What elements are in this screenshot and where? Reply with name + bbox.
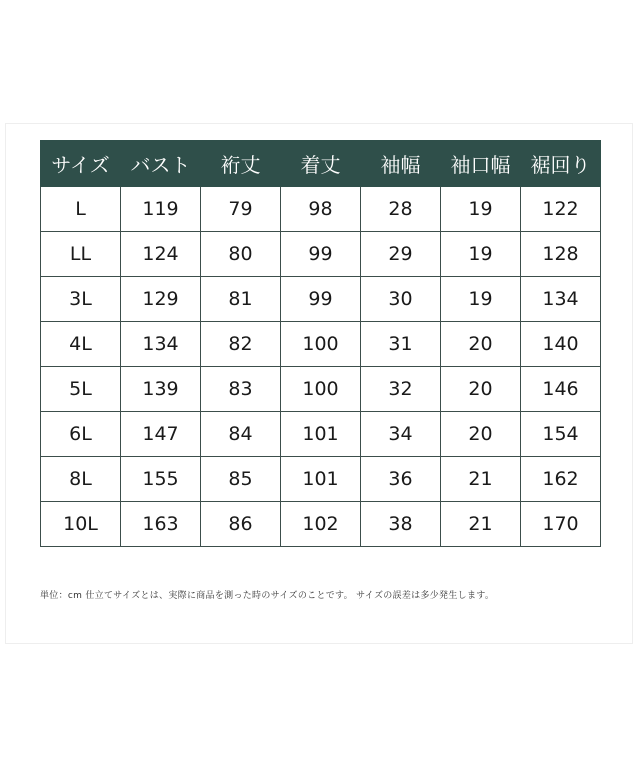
table-cell: 170 — [521, 502, 601, 547]
table-row — [41, 412, 601, 457]
table-cell: L — [41, 187, 121, 232]
table-cell: 102 — [281, 502, 361, 547]
table-cell: 129 — [121, 277, 201, 322]
table-cell: 30 — [361, 277, 441, 322]
table-cell: 154 — [521, 412, 601, 457]
table-cell: 81 — [201, 277, 281, 322]
table-cell: 79 — [201, 187, 281, 232]
table-cell: 6L — [41, 412, 121, 457]
table-cell: 28 — [361, 187, 441, 232]
table-cell: 10L — [41, 502, 121, 547]
table-cell: 122 — [521, 187, 601, 232]
table-cell: 83 — [201, 367, 281, 412]
table-cell: 134 — [521, 277, 601, 322]
table-cell: 146 — [521, 367, 601, 412]
table-cell: 101 — [281, 412, 361, 457]
table-cell: 8L — [41, 457, 121, 502]
table-cell: 140 — [521, 322, 601, 367]
table-cell: 162 — [521, 457, 601, 502]
header-body-length: 着丈 — [281, 141, 361, 187]
table-row — [41, 457, 601, 502]
table-row — [41, 187, 601, 232]
table-header-row — [41, 141, 601, 187]
table-cell: 32 — [361, 367, 441, 412]
measurement-note: 単位：cm 仕立てサイズとは、実際に商品を測った時のサイズのことです。 サイズの誤差は多少発生します。 — [40, 591, 495, 601]
table-cell: 86 — [201, 502, 281, 547]
header-size: サイズ — [41, 141, 121, 187]
table-cell: 99 — [281, 232, 361, 277]
table-cell: 29 — [361, 232, 441, 277]
header-sleeve-length: 裄丈 — [201, 141, 281, 187]
table-cell: 139 — [121, 367, 201, 412]
table-cell: 119 — [121, 187, 201, 232]
table-row — [41, 322, 601, 367]
table-cell: 36 — [361, 457, 441, 502]
table-row — [41, 502, 601, 547]
table-cell: 19 — [441, 232, 521, 277]
table-cell: 20 — [441, 412, 521, 457]
table-cell: 155 — [121, 457, 201, 502]
table-cell: 101 — [281, 457, 361, 502]
table-cell: 38 — [361, 502, 441, 547]
table-cell: 20 — [441, 367, 521, 412]
table-cell: 3L — [41, 277, 121, 322]
table-cell: 84 — [201, 412, 281, 457]
table-cell: 5L — [41, 367, 121, 412]
table-cell: 20 — [441, 322, 521, 367]
table-cell: 134 — [121, 322, 201, 367]
table-cell: 99 — [281, 277, 361, 322]
table-cell: 128 — [521, 232, 601, 277]
table-cell: 19 — [441, 187, 521, 232]
table-row — [41, 277, 601, 322]
table-cell: 100 — [281, 367, 361, 412]
table-row — [41, 367, 601, 412]
header-hem-circumference: 裾回り — [521, 141, 601, 187]
size-chart-card — [5, 123, 633, 644]
table-cell: 34 — [361, 412, 441, 457]
header-sleeve-width: 袖幅 — [361, 141, 441, 187]
header-bust: バスト — [121, 141, 201, 187]
table-cell: 31 — [361, 322, 441, 367]
table-row — [41, 232, 601, 277]
table-cell: 100 — [281, 322, 361, 367]
table-cell: 82 — [201, 322, 281, 367]
table-cell: 4L — [41, 322, 121, 367]
table-cell: 147 — [121, 412, 201, 457]
table-cell: 124 — [121, 232, 201, 277]
size-table — [40, 140, 601, 547]
table-cell: 98 — [281, 187, 361, 232]
table-cell: LL — [41, 232, 121, 277]
table-cell: 21 — [441, 502, 521, 547]
table-cell: 21 — [441, 457, 521, 502]
table-cell: 85 — [201, 457, 281, 502]
header-cuff-width: 袖口幅 — [441, 141, 521, 187]
table-cell: 80 — [201, 232, 281, 277]
table-cell: 163 — [121, 502, 201, 547]
table-cell: 19 — [441, 277, 521, 322]
